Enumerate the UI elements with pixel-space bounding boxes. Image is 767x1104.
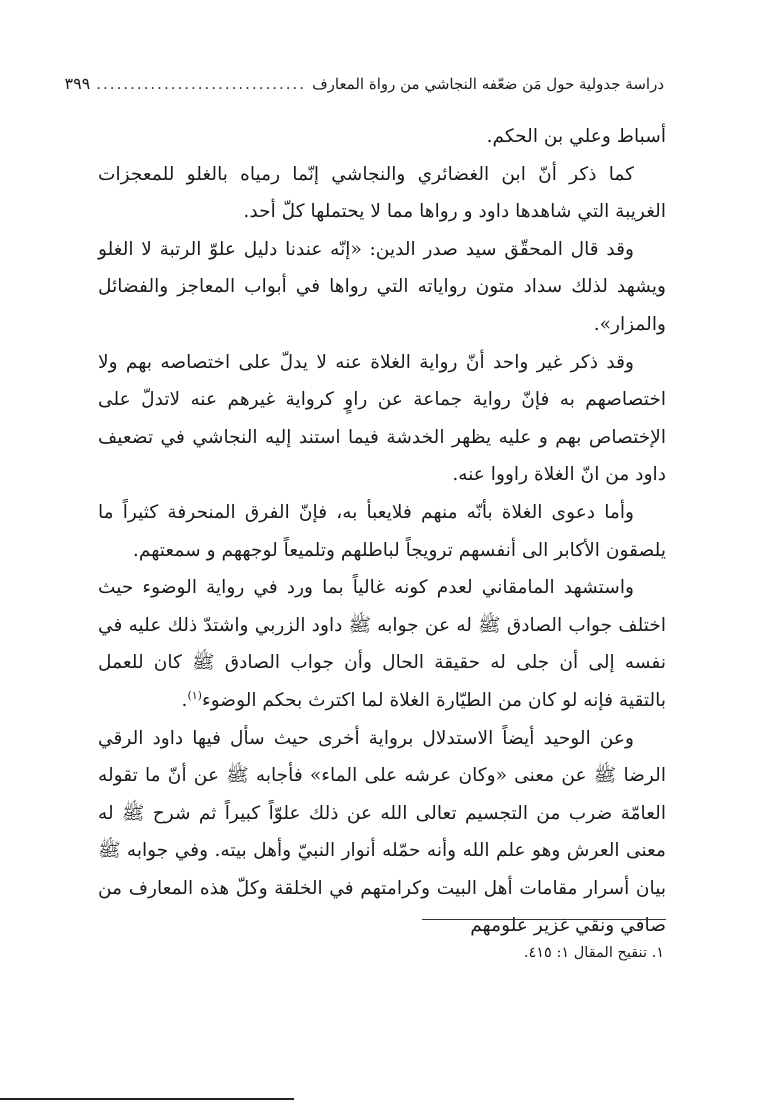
paragraph-5: وأما دعوى الغلاة بأنّه منهم فلايعبأ به، فإنّ الفرق المنحرفة كثيراً ما يلصقون الأكابر الى أنفسهم ترويجاً لباطلهم وتلميعاً لوجههم و سمعتهم. — [98, 501, 666, 561]
paragraph-4: وقد ذكر غير واحد أنّ رواية الغلاة عنه لا يدلّ على اختصاصه بهم ولا اختصاصهم به فإنّ رواية جماعة عن راوٍ كرواية غيرهم عنه لاتدلّ على الإختصاص بهم و عليه يظهر الخدشة فيما استند إليه النجاشي في تضعيف داود من انّ الغلاة راووا عنه. — [98, 351, 666, 486]
paragraph-3: وقد قال المحقّق سيد صدر الدين: «إنّه عندنا دليل علوّ الرتبة لا الغلو ويشهد لذلك سداد متون رواياته التي رواها في أبواب المعاجز والفضائل والمزار». — [98, 238, 666, 335]
paragraph-6-end: . — [181, 689, 188, 711]
bottom-edge-line — [0, 1098, 294, 1100]
page-number: ٣٩٩ — [64, 74, 91, 93]
footnote-separator — [422, 919, 666, 920]
body-text — [98, 118, 666, 945]
paragraph-1: أسباط وعلي بن الحكم. — [486, 126, 666, 147]
running-header — [64, 74, 664, 102]
paragraph-7: وعن الوحيد أيضاً الاستدلال برواية أخرى حيث سأل فيها داود الرقي الرضا ﷺ عن معنى «وكان عرشه على الماء» فأجابه ﷺ عن أنّ ما تقوله العامّة ضرب من التجسيم تعالى الله عن ذلك علوّاً كبيراً ثم شرح ﷺ له معنى العرش وهو علم الله وأنه حمّله أنوار النبيّ وأهل بيته. وفي جوابه ﷺ بيان أسرار مقامات أهل البيت وكرامتهم في الخلقة وكلّ هذه المعارف من صافي ونقي غزير علومهم — [98, 727, 666, 937]
paragraph-2: كما ذكر أنّ ابن الغضائري والنجاشي إنّما رمياه بالغلو للمعجزات الغريبة التي شاهدها داود و رواها مما لا يحتملها كلّ أحد. — [98, 163, 666, 223]
paragraph-6 — [98, 569, 666, 719]
footnote-marker[interactable]: (١) — [187, 688, 202, 702]
header-title: دراسة جدولية حول مَن ضعّفه النجاشي من رواة المعارف — [312, 75, 664, 93]
header-leader-dots: ............................... — [96, 75, 307, 93]
footnote: ١. تنقيح المقال ١: ٤١٥. — [523, 945, 664, 961]
paragraph-6-text: واستشهد المامقاني لعدم كونه غالياً بما ورد في رواية الوضوء حيث اختلف جواب الصادق ﷺ له عن جوابه ﷺ داود الزربي واشتدّ ذلك عليه في نفسه إلى أن جلى له حقيقة الحال وأن جواب الصادق ﷺ كان للعمل بالتقية فإنه لو كان من الطيّارة الغلاة لما اكترث بحكم الوضوء — [98, 577, 666, 711]
